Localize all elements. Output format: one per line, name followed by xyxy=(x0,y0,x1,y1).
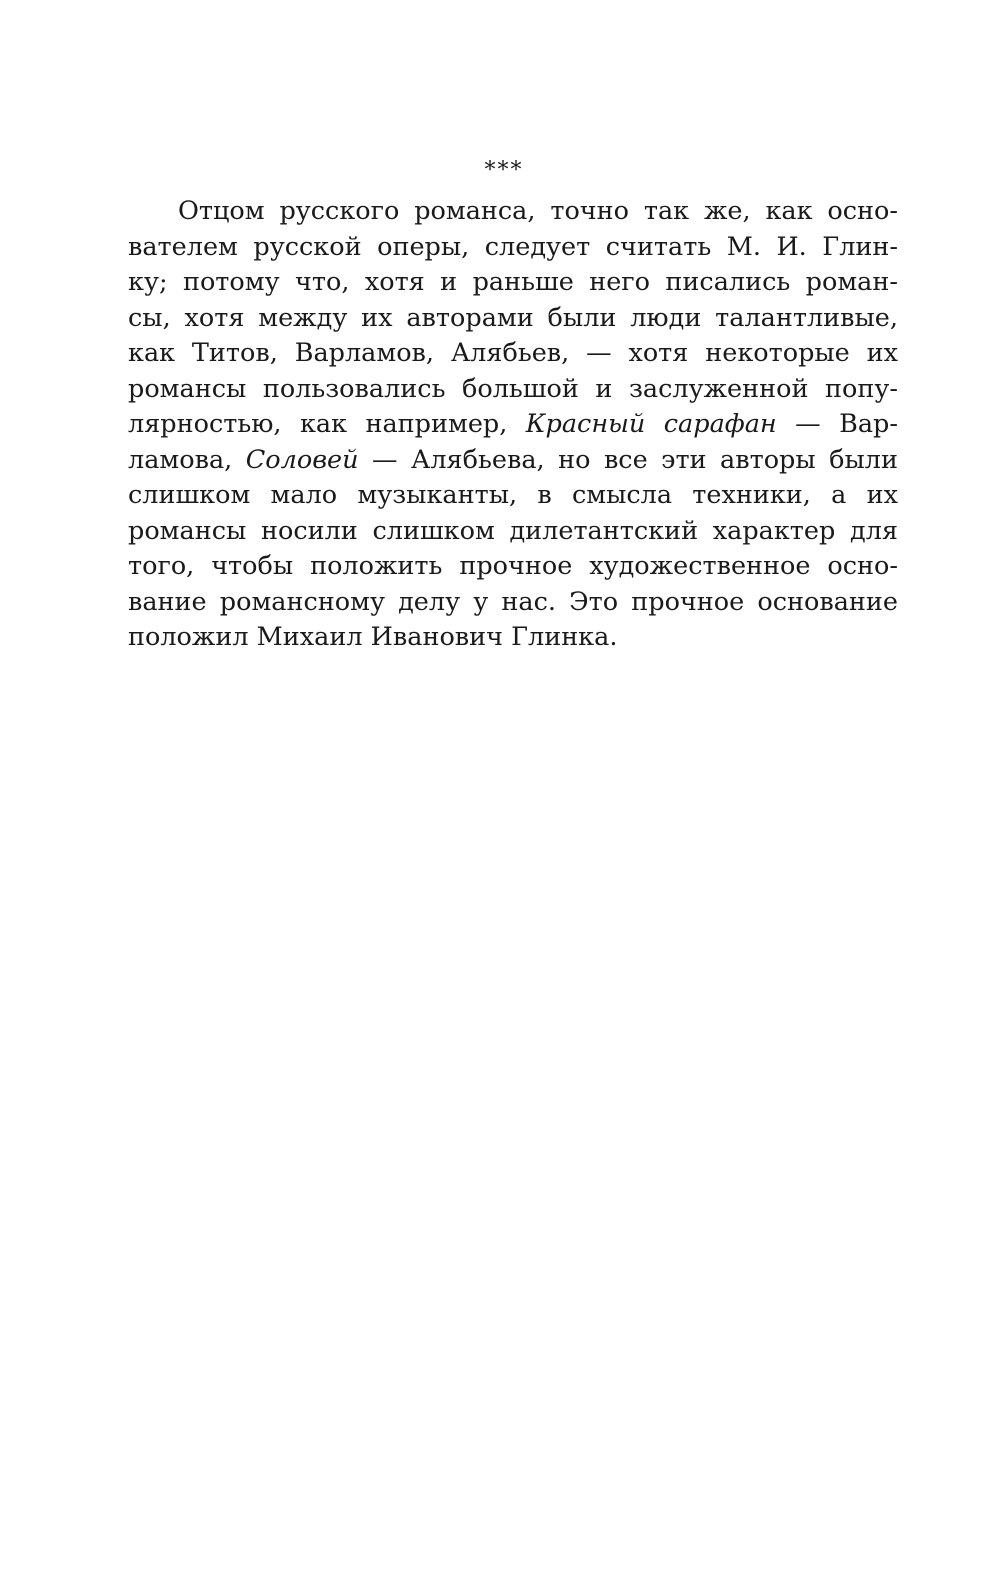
text-run: — Вар- xyxy=(776,409,898,439)
text-run: как Титов, Варламов, Алябьев, — хотя некоторые их xyxy=(128,338,898,368)
text-line xyxy=(128,443,898,479)
text-run: романсы пользовались большой и заслуженной попу- xyxy=(128,373,898,404)
text-line xyxy=(128,372,898,408)
italic-title: Красный сарафан xyxy=(525,409,777,439)
text-run: сы, хотя между их авторами были люди талантливые, xyxy=(128,302,898,333)
text-line xyxy=(128,336,898,372)
text-line xyxy=(128,585,898,621)
text-line xyxy=(128,265,898,301)
text-run: ку; потому что, хотя и раньше него писались роман- xyxy=(128,267,898,297)
text-run: вание романсному делу у нас. Это прочное основание xyxy=(128,586,898,617)
text-run: того, чтобы положить прочное художественное осно- xyxy=(128,551,898,581)
text-line xyxy=(128,620,898,656)
text-run: лярностью, как например, xyxy=(128,409,526,439)
italic-title: Соловей xyxy=(245,444,359,475)
text-run: слишком мало музыканты, в смысла техники, а их xyxy=(128,480,898,510)
text-run: романсы носили слишком дилетантский характер для xyxy=(128,515,898,546)
text-line xyxy=(128,407,898,443)
text-run: вателем русской оперы, следует считать М. И. Глин- xyxy=(128,231,898,262)
text-line xyxy=(128,478,898,514)
text-run: — Алябьева, но все эти авторы были xyxy=(358,444,898,475)
text-line xyxy=(128,549,898,585)
text-line xyxy=(128,194,898,230)
body-paragraph xyxy=(128,194,898,656)
text-run: ламова, xyxy=(128,444,246,475)
text-run: положил Михаил Иванович Глинка. xyxy=(128,622,618,652)
text-line xyxy=(128,301,898,337)
text-line xyxy=(128,230,898,266)
text-line xyxy=(128,514,898,550)
section-separator: *** xyxy=(484,158,524,183)
text-run: Отцом русского романса, точно так же, как осно- xyxy=(178,196,898,226)
